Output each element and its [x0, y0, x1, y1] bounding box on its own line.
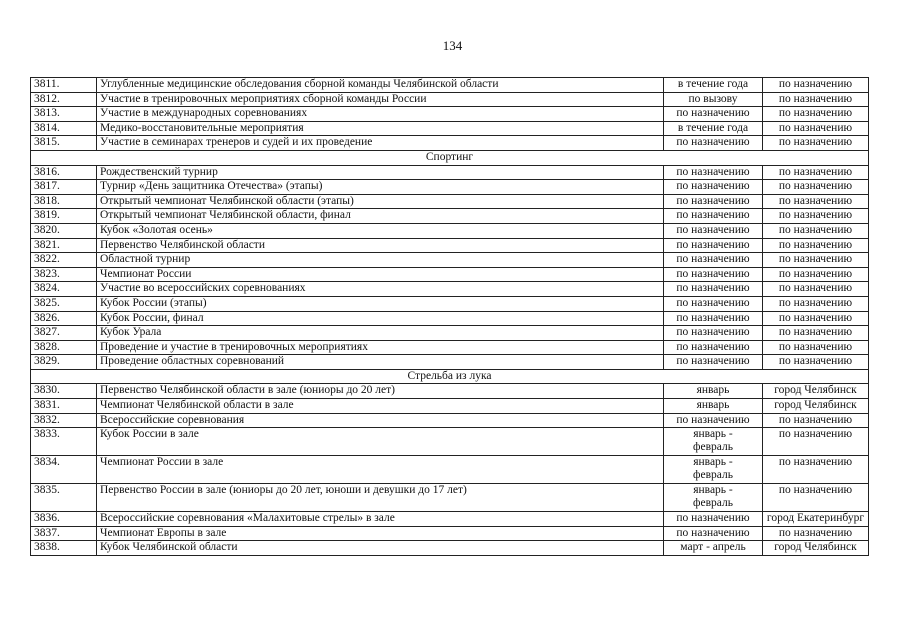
event-name: Кубок России в зале: [97, 428, 664, 456]
table-row: [31, 512, 869, 527]
row-number: 3815.: [31, 136, 97, 151]
row-number: 3820.: [31, 223, 97, 238]
event-term: по назначению: [664, 413, 763, 428]
row-number: 3834.: [31, 456, 97, 484]
table-row: [31, 267, 869, 282]
event-place: по назначению: [763, 253, 869, 268]
event-place: по назначению: [763, 296, 869, 311]
event-term: по назначению: [664, 136, 763, 151]
section-title: Стрельба из лука: [31, 369, 869, 384]
event-term-line-2: февраль: [693, 469, 733, 482]
event-place: город Челябинск: [763, 541, 869, 556]
event-term: по назначению: [664, 512, 763, 527]
event-place: по назначению: [763, 456, 869, 484]
event-place: по назначению: [763, 267, 869, 282]
row-number: 3825.: [31, 296, 97, 311]
table-body: [31, 78, 869, 556]
event-name: Участие во всероссийских соревнованиях: [97, 282, 664, 297]
table-row: [31, 326, 869, 341]
event-name: Турнир «День защитника Отечества» (этапы): [97, 180, 664, 195]
event-term: по назначению: [664, 253, 763, 268]
event-name: Рождественский турнир: [97, 165, 664, 180]
table-row: [31, 384, 869, 399]
event-name: Областной турнир: [97, 253, 664, 268]
event-name: Открытый чемпионат Челябинской области (этапы): [97, 194, 664, 209]
event-name: Всероссийские соревнования: [97, 413, 664, 428]
row-number: 3813.: [31, 107, 97, 122]
row-number: 3824.: [31, 282, 97, 297]
row-number: 3821.: [31, 238, 97, 253]
row-number: 3830.: [31, 384, 97, 399]
event-term: по назначению: [664, 209, 763, 224]
event-term: по назначению: [664, 282, 763, 297]
row-number: 3831.: [31, 399, 97, 414]
event-term: по назначению: [664, 326, 763, 341]
table-row: [31, 165, 869, 180]
row-number: 3837.: [31, 526, 97, 541]
event-place: по назначению: [763, 136, 869, 151]
table-row: [31, 428, 869, 456]
event-name: Кубок Челябинской области: [97, 541, 664, 556]
event-term-line-2: февраль: [693, 497, 733, 510]
event-term: по назначению: [664, 311, 763, 326]
event-name: Первенство Челябинской области: [97, 238, 664, 253]
event-name: Участие в тренировочных мероприятиях сборной команды России: [97, 92, 664, 107]
event-term: [664, 484, 763, 512]
table-row: [31, 253, 869, 268]
table-row: [31, 223, 869, 238]
table-row: [31, 340, 869, 355]
event-name: Открытый чемпионат Челябинской области, финал: [97, 209, 664, 224]
table-row: [31, 92, 869, 107]
event-place: по назначению: [763, 107, 869, 122]
event-name: Участие в семинарах тренеров и судей и их проведение: [97, 136, 664, 151]
event-name: Проведение и участие в тренировочных мероприятиях: [97, 340, 664, 355]
row-number: 3828.: [31, 340, 97, 355]
table-row: [31, 282, 869, 297]
event-name: Чемпионат Челябинской области в зале: [97, 399, 664, 414]
event-name: Участие в международных соревнованиях: [97, 107, 664, 122]
event-name: Кубок «Золотая осень»: [97, 223, 664, 238]
section-header-row: [31, 150, 869, 165]
row-number: 3826.: [31, 311, 97, 326]
row-number: 3827.: [31, 326, 97, 341]
table-row: [31, 238, 869, 253]
event-place: по назначению: [763, 355, 869, 370]
event-place: по назначению: [763, 326, 869, 341]
row-number: 3822.: [31, 253, 97, 268]
section-header-row: [31, 369, 869, 384]
event-place: по назначению: [763, 121, 869, 136]
event-term-line-1: январь -: [693, 456, 733, 469]
row-number: 3833.: [31, 428, 97, 456]
event-term: в течение года: [664, 121, 763, 136]
event-place: город Челябинск: [763, 399, 869, 414]
table-row: [31, 107, 869, 122]
event-name: Углубленные медицинские обследования сборной команды Челябинской области: [97, 78, 664, 93]
event-place: по назначению: [763, 180, 869, 195]
row-number: 3835.: [31, 484, 97, 512]
row-number: 3818.: [31, 194, 97, 209]
event-term: по назначению: [664, 180, 763, 195]
table-row: [31, 209, 869, 224]
table-row: [31, 136, 869, 151]
event-place: по назначению: [763, 238, 869, 253]
event-term: в течение года: [664, 78, 763, 93]
table-row: [31, 296, 869, 311]
event-term: по назначению: [664, 526, 763, 541]
table-row: [31, 121, 869, 136]
event-term: по назначению: [664, 267, 763, 282]
event-term: январь: [664, 384, 763, 399]
table-row: [31, 355, 869, 370]
event-name: Кубок России (этапы): [97, 296, 664, 311]
event-name: Чемпионат Европы в зале: [97, 526, 664, 541]
table-row: [31, 413, 869, 428]
table-row: [31, 484, 869, 512]
section-title: Спортинг: [31, 150, 869, 165]
event-term: [664, 428, 763, 456]
event-term: по назначению: [664, 355, 763, 370]
event-name: Проведение областных соревнований: [97, 355, 664, 370]
event-name: Первенство России в зале (юниоры до 20 лет, юноши и девушки до 17 лет): [97, 484, 664, 512]
table-row: [31, 311, 869, 326]
row-number: 3817.: [31, 180, 97, 195]
event-name: Кубок Урала: [97, 326, 664, 341]
row-number: 3811.: [31, 78, 97, 93]
event-term: по назначению: [664, 165, 763, 180]
event-name: Кубок России, финал: [97, 311, 664, 326]
event-term: [664, 456, 763, 484]
table-row: [31, 456, 869, 484]
event-place: по назначению: [763, 311, 869, 326]
event-place: город Екатеринбург: [763, 512, 869, 527]
event-name: Первенство Челябинской области в зале (юниоры до 20 лет): [97, 384, 664, 399]
event-term-line-2: февраль: [693, 441, 733, 454]
event-place: по назначению: [763, 78, 869, 93]
event-term: март - апрель: [664, 541, 763, 556]
event-term: по назначению: [664, 296, 763, 311]
event-name: Чемпионат России: [97, 267, 664, 282]
table-row: [31, 541, 869, 556]
event-place: по назначению: [763, 282, 869, 297]
event-place: по назначению: [763, 194, 869, 209]
event-term-line-1: январь -: [693, 484, 733, 497]
row-number: 3812.: [31, 92, 97, 107]
row-number: 3832.: [31, 413, 97, 428]
event-place: по назначению: [763, 428, 869, 456]
event-name: Медико-восстановительные мероприятия: [97, 121, 664, 136]
event-place: по назначению: [763, 484, 869, 512]
event-place: город Челябинск: [763, 384, 869, 399]
schedule-table: [30, 77, 869, 556]
event-name: Чемпионат России в зале: [97, 456, 664, 484]
table-row: [31, 399, 869, 414]
table-row: [31, 78, 869, 93]
event-term: по назначению: [664, 223, 763, 238]
event-place: по назначению: [763, 413, 869, 428]
row-number: 3829.: [31, 355, 97, 370]
event-term: по назначению: [664, 107, 763, 122]
event-place: по назначению: [763, 340, 869, 355]
row-number: 3823.: [31, 267, 97, 282]
row-number: 3814.: [31, 121, 97, 136]
table-row: [31, 526, 869, 541]
event-place: по назначению: [763, 526, 869, 541]
row-number: 3816.: [31, 165, 97, 180]
event-place: по назначению: [763, 223, 869, 238]
event-name: Всероссийские соревнования «Малахитовые стрелы» в зале: [97, 512, 664, 527]
row-number: 3838.: [31, 541, 97, 556]
row-number: 3819.: [31, 209, 97, 224]
table-row: [31, 194, 869, 209]
page-number: 134: [442, 38, 463, 53]
event-term: январь: [664, 399, 763, 414]
event-term: по назначению: [664, 194, 763, 209]
event-place: по назначению: [763, 92, 869, 107]
table-row: [31, 180, 869, 195]
event-term: по назначению: [664, 238, 763, 253]
event-term: по назначению: [664, 340, 763, 355]
row-number: 3836.: [31, 512, 97, 527]
event-place: по назначению: [763, 209, 869, 224]
event-term: по вызову: [664, 92, 763, 107]
event-term-line-1: январь -: [693, 428, 733, 441]
event-place: по назначению: [763, 165, 869, 180]
